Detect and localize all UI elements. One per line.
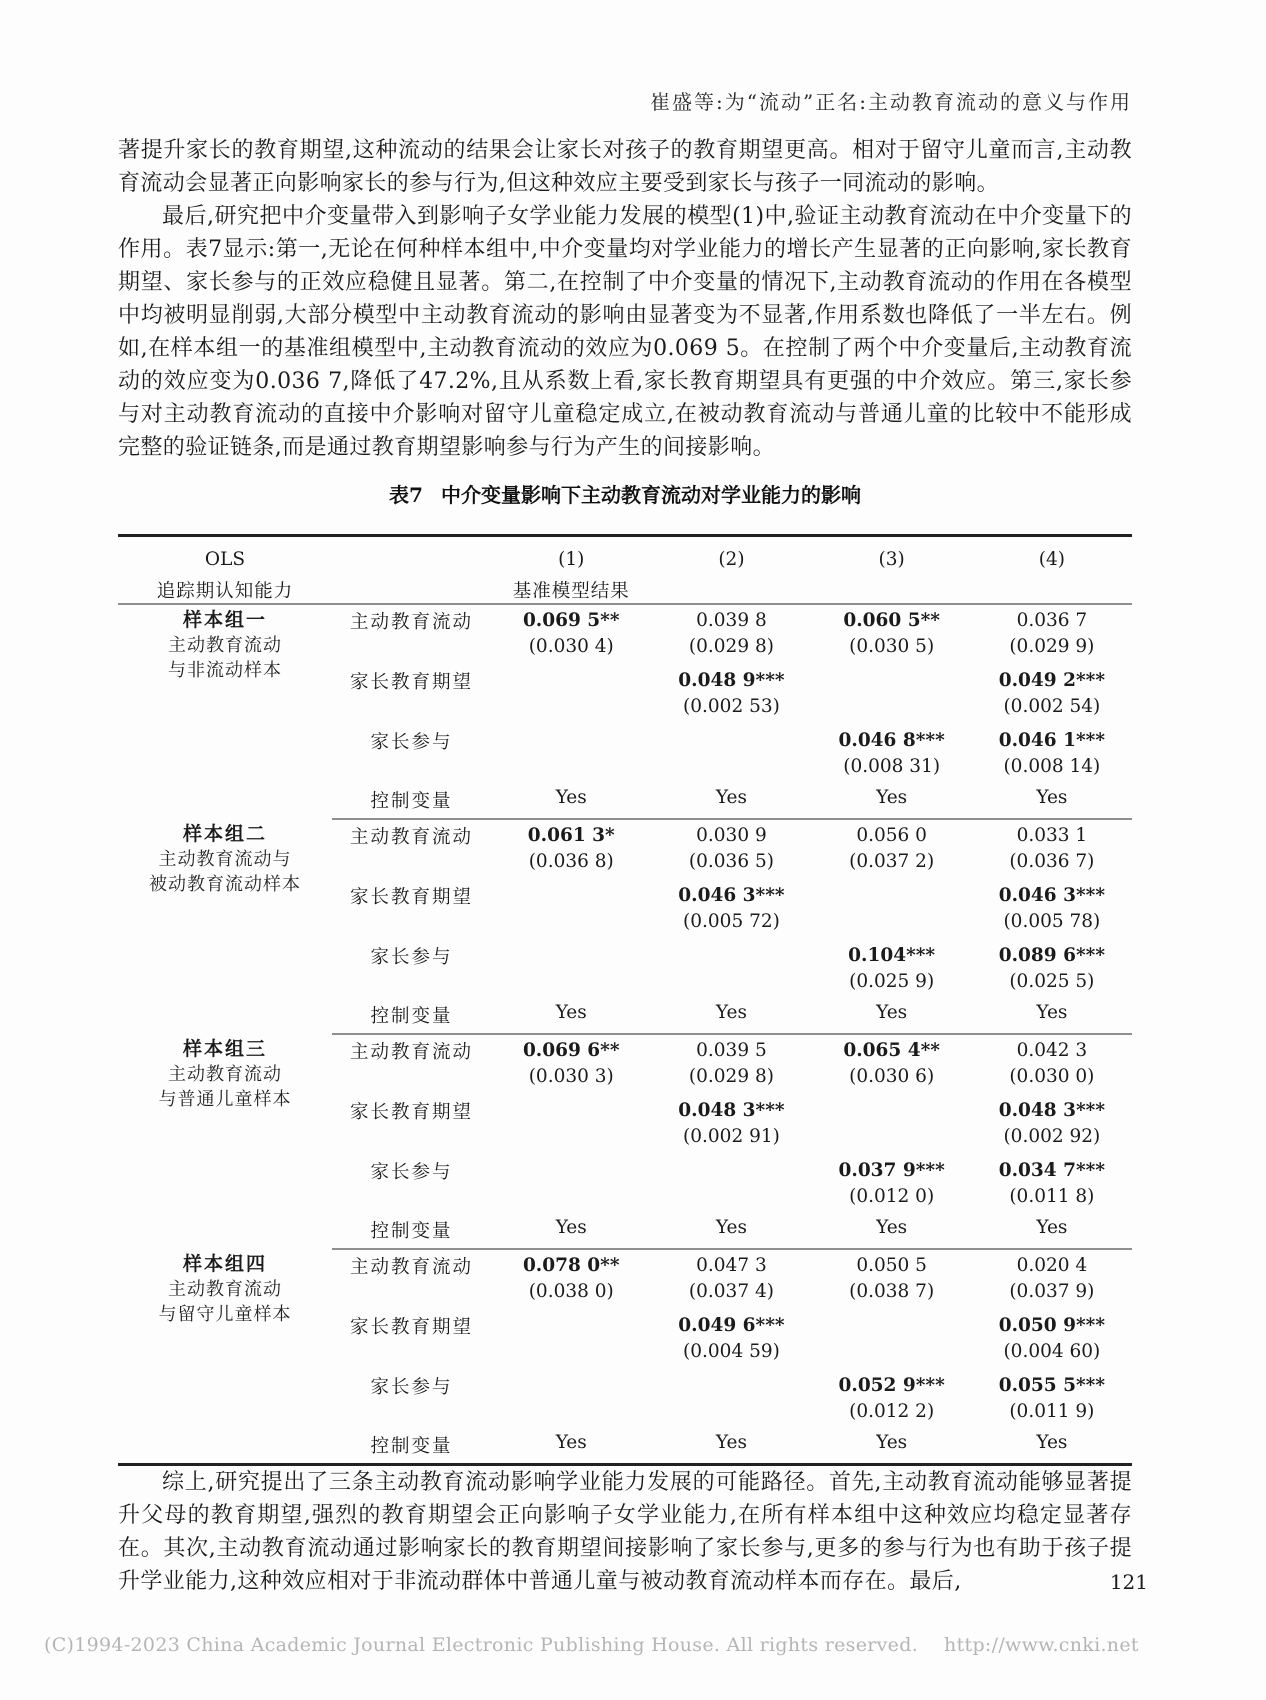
table-cell (812, 1034, 972, 1095)
header-spacer (332, 536, 491, 578)
table-cell (812, 725, 972, 785)
coefficient-value: 0.046 3*** (998, 885, 1106, 906)
standard-error: (0.005 72) (683, 911, 780, 932)
table-cell (972, 880, 1132, 940)
coefficient-value: 0.056 0 (856, 825, 927, 846)
table-cell (651, 1034, 811, 1095)
group-description: 与普通儿童样本 (158, 1089, 292, 1110)
controls-value: Yes (555, 1432, 587, 1453)
footer (44, 1634, 1224, 1656)
standard-error: (0.037 9) (1009, 1281, 1095, 1302)
table-cell (491, 1310, 651, 1370)
header-spacer (972, 577, 1132, 604)
group-description: 与留守儿童样本 (158, 1304, 292, 1325)
table-cell (491, 665, 651, 725)
coefficient-value: 0.078 0** (522, 1255, 620, 1276)
header-model-3: (3) (878, 548, 905, 570)
coefficient-value: 0.055 5*** (998, 1375, 1106, 1396)
controls-value: Yes (1036, 1432, 1068, 1453)
controls-value: Yes (651, 1215, 811, 1249)
coefficient-value: 0.048 9*** (678, 670, 785, 691)
standard-error: (0.004 59) (683, 1341, 780, 1362)
variable-label: 主动教育流动 (350, 1042, 474, 1063)
coefficient-value: 0.046 8*** (838, 730, 945, 751)
variable-label: 家长教育期望 (350, 1102, 474, 1123)
controls-value: Yes (812, 1000, 972, 1034)
coefficient-value: 0.050 5 (856, 1255, 927, 1276)
table-cell (651, 1095, 811, 1155)
coefficient-value: 0.033 1 (1016, 825, 1088, 846)
coefficient-value: 0.046 3*** (678, 885, 785, 906)
table-cell (491, 1249, 651, 1310)
header-model-2: (2) (718, 548, 745, 570)
standard-error: (0.025 9) (849, 971, 935, 992)
controls-value: Yes (651, 785, 811, 819)
variable-label: 主动教育流动 (350, 827, 474, 848)
coefficient-value: 0.037 9*** (838, 1160, 945, 1181)
table-cell (651, 819, 811, 880)
standard-error: (0.012 0) (849, 1186, 935, 1207)
footer-url: http://www.cnki.net (944, 1634, 1139, 1656)
coefficient-value: 0.089 6*** (998, 945, 1106, 966)
variable-label: 家长教育期望 (350, 887, 474, 908)
controls-label: 控制变量 (332, 785, 491, 819)
controls-value: Yes (715, 1432, 747, 1453)
table-cell (812, 880, 972, 940)
variable-label: 主动教育流动 (350, 1257, 474, 1278)
group-description: 主动教育流动与 (158, 849, 292, 870)
coefficient-value: 0.052 9*** (838, 1375, 945, 1396)
table-cell (491, 1370, 651, 1430)
controls-value: Yes (651, 1000, 811, 1034)
table-cell (651, 1370, 811, 1430)
standard-error: (0.025 5) (1009, 971, 1095, 992)
sample-group-label (118, 819, 332, 1034)
table-cell (972, 604, 1132, 665)
coefficient-value: 0.046 1*** (998, 730, 1106, 751)
coefficient-value: 0.048 3*** (678, 1100, 785, 1121)
controls-value: Yes (491, 1215, 651, 1249)
header-outcome: 追踪期认知能力 (118, 577, 332, 604)
table-cell (972, 1249, 1132, 1310)
table-cell (972, 1370, 1132, 1430)
variable-label: 家长参与 (370, 1377, 453, 1398)
standard-error: (0.011 9) (1009, 1401, 1095, 1422)
coefficient-value: 0.050 9*** (998, 1315, 1106, 1336)
variable-label: 家长参与 (370, 1162, 453, 1183)
controls-label: 控制变量 (370, 1436, 453, 1457)
table-cell (812, 604, 972, 665)
controls-label: 控制变量 (332, 1000, 491, 1034)
variable-label: 家长参与 (370, 732, 453, 753)
table-cell (812, 1370, 972, 1430)
table-cell (651, 1310, 811, 1370)
table-cell (651, 940, 811, 1000)
standard-error: (0.030 3) (528, 1066, 614, 1087)
standard-error: (0.008 31) (843, 756, 941, 777)
coefficient-value: 0.042 3 (1016, 1040, 1088, 1061)
coefficient-value: 0.047 3 (696, 1255, 767, 1276)
standard-error: (0.037 2) (849, 851, 935, 872)
table-cell (651, 604, 811, 665)
coefficient-value: 0.069 6** (522, 1040, 620, 1061)
coefficient-value: 0.069 5** (522, 610, 620, 631)
group-description: 与非流动样本 (167, 660, 282, 681)
table-cell (812, 819, 972, 880)
table-cell (491, 940, 651, 1000)
header-baseline-label: 基准模型结果 (491, 577, 651, 604)
header-model-4: (4) (1038, 548, 1065, 570)
coefficient-value: 0.049 6*** (678, 1315, 785, 1336)
coefficient-value: 0.030 9 (696, 825, 767, 846)
standard-error: (0.002 91) (683, 1126, 780, 1147)
standard-error: (0.036 5) (688, 851, 774, 872)
group-description: 主动教育流动 (167, 1279, 282, 1300)
running-header: 崔盛等:为“流动”正名:主动教育流动的意义与作用 (650, 90, 1132, 114)
table-cell (972, 1310, 1132, 1370)
group-name: 样本组一 (182, 609, 267, 631)
coefficient-value: 0.036 7 (1016, 610, 1088, 631)
group-name: 样本组二 (182, 823, 267, 845)
coefficient-value: 0.039 8 (696, 610, 767, 631)
standard-error: (0.038 0) (528, 1281, 614, 1302)
controls-value: Yes (972, 1215, 1132, 1249)
standard-error: (0.030 4) (528, 636, 614, 657)
header-spacer (651, 577, 811, 604)
variable-label: 家长参与 (370, 947, 453, 968)
standard-error: (0.012 2) (849, 1401, 935, 1422)
table-cell (972, 1034, 1132, 1095)
standard-error: (0.029 8) (688, 636, 774, 657)
standard-error: (0.011 8) (1009, 1186, 1095, 1207)
regression-table (118, 534, 1132, 1466)
table-cell (972, 940, 1132, 1000)
group-description: 主动教育流动 (167, 1064, 282, 1085)
coefficient-value: 0.065 4** (843, 1040, 940, 1061)
table-cell (812, 1310, 972, 1370)
standard-error: (0.029 8) (688, 1066, 774, 1087)
paragraph-3: 综上,研究提出了三条主动教育流动影响学业能力发展的可能路径。首先,主动教育流动能够显著提升父母的教育期望,强烈的教育期望会正向影响子女学业能力,在所有样本组中这种效应均稳定显著存在。其次,主动教育流动通过影响家长的教育期望间接影响了家长参与,更多的参与行为也有助于孩子提升学业能力,这种效应相对于非流动群体中普通儿童与被动教育流动样本而存在。最后, (118, 1470, 1132, 1594)
variable-label: 家长教育期望 (350, 672, 474, 693)
table-number: 表7 (389, 483, 423, 507)
controls-value: Yes (972, 1000, 1132, 1034)
table-cell (651, 1249, 811, 1310)
table-cell (491, 1034, 651, 1095)
variable-label: 主动教育流动 (350, 612, 474, 633)
standard-error: (0.038 7) (849, 1281, 935, 1302)
coefficient-value: 0.020 4 (1016, 1255, 1088, 1276)
standard-error: (0.002 54) (1003, 696, 1101, 717)
standard-error: (0.037 4) (688, 1281, 774, 1302)
standard-error: (0.030 6) (849, 1066, 935, 1087)
standard-error: (0.004 60) (1003, 1341, 1101, 1362)
table-cell (651, 665, 811, 725)
table-cell (812, 665, 972, 725)
standard-error: (0.030 5) (849, 636, 935, 657)
group-description: 主动教育流动 (167, 635, 282, 656)
header-spacer (332, 577, 491, 604)
table-cell (491, 1095, 651, 1155)
table-cell (491, 725, 651, 785)
table7-block (118, 480, 1132, 1466)
sample-group-label (118, 1034, 332, 1249)
coefficient-value: 0.104*** (848, 945, 936, 966)
table-cell (972, 1155, 1132, 1215)
paragraph-1: 著提升家长的教育期望,这种流动的结果会让家长对孩子的教育期望更高。相对于留守儿童而言,主动教育流动会显著正向影响家长的参与行为,但这种效应主要受到家长与孩子一同流动的影响。 (118, 138, 1132, 196)
table-cell (812, 1249, 972, 1310)
controls-value: Yes (972, 785, 1132, 819)
coefficient-value: 0.048 3*** (998, 1100, 1106, 1121)
variable-label: 家长教育期望 (350, 1317, 474, 1338)
standard-error: (0.036 7) (1009, 851, 1095, 872)
footer-copyright: (C)1994-2023 China Academic Journal Electronic Publishing House. All rights reserved. (44, 1634, 919, 1656)
table-cell (491, 1155, 651, 1215)
standard-error: (0.002 92) (1003, 1126, 1101, 1147)
table-cell (491, 880, 651, 940)
sample-group-label (118, 1249, 332, 1465)
coefficient-value: 0.061 3* (527, 825, 615, 846)
table-cell (812, 940, 972, 1000)
sample-group-label (118, 604, 332, 819)
controls-value: Yes (876, 1432, 908, 1453)
table-caption: 中介变量影响下主动教育流动对学业能力的影响 (440, 483, 861, 507)
controls-value: Yes (812, 785, 972, 819)
controls-label: 控制变量 (332, 1215, 491, 1249)
controls-value: Yes (491, 1000, 651, 1034)
table-cell (812, 1155, 972, 1215)
controls-value: Yes (812, 1215, 972, 1249)
group-name: 样本组三 (182, 1038, 267, 1060)
table-cell (491, 604, 651, 665)
header-estimator: OLS (204, 548, 246, 570)
coefficient-value: 0.039 5 (696, 1040, 767, 1061)
group-name: 样本组四 (182, 1253, 267, 1275)
header-spacer (812, 577, 972, 604)
standard-error: (0.030 0) (1009, 1066, 1095, 1087)
table-cell (972, 1095, 1132, 1155)
standard-error: (0.029 9) (1009, 636, 1095, 657)
paragraph-2: 最后,研究把中介变量带入到影响子女学业能力发展的模型(1)中,验证主动教育流动在中介变量下的作用。表7显示:第一,无论在何种样本组中,中介变量均对学业能力的增长产生显著的正向影响,家长教育期望、家长参与的正效应稳健且显著。第二,在控制了中介变量的情况下,主动教育流动的作用在各模型中均被明显削弱,大部分模型中主动教育流动的影响由显著变为不显著,作用系数也降低了一半左右。例如,在样本组一的基准组模型中,主动教育流动的效应为0.069 5。在控制了两个中介变量后,主动教育流动的效应变为0.036 7,降低了47.2%,且从系数上看,家长教育期望具有更强的中介效应。第三,家长参与对主动教育流动的直接中介影响对留守儿童稳定成立,在被动教育流动与普通儿童的比较中不能形成完整的验证链条,而是通过教育期望影响参与行为产生的间接影响。 (118, 204, 1132, 460)
standard-error: (0.036 8) (528, 851, 614, 872)
standard-error: (0.002 53) (683, 696, 780, 717)
controls-value: Yes (491, 785, 651, 819)
table-cell (972, 819, 1132, 880)
table-cell (812, 1095, 972, 1155)
table-cell (972, 725, 1132, 785)
table-cell (651, 725, 811, 785)
table-cell (491, 819, 651, 880)
table-cell (972, 665, 1132, 725)
coefficient-value: 0.049 2*** (998, 670, 1106, 691)
coefficient-value: 0.034 7*** (998, 1160, 1106, 1181)
standard-error: (0.008 14) (1003, 756, 1101, 777)
coefficient-value: 0.060 5** (843, 610, 940, 631)
table-cell (651, 1155, 811, 1215)
header-model-1: (1) (558, 548, 585, 570)
page-number: 121 (1109, 1570, 1148, 1594)
table-cell (651, 880, 811, 940)
standard-error: (0.005 78) (1003, 911, 1101, 932)
page-content (118, 134, 1132, 1598)
table-title (118, 480, 1132, 510)
group-description: 被动教育流动样本 (148, 874, 301, 895)
